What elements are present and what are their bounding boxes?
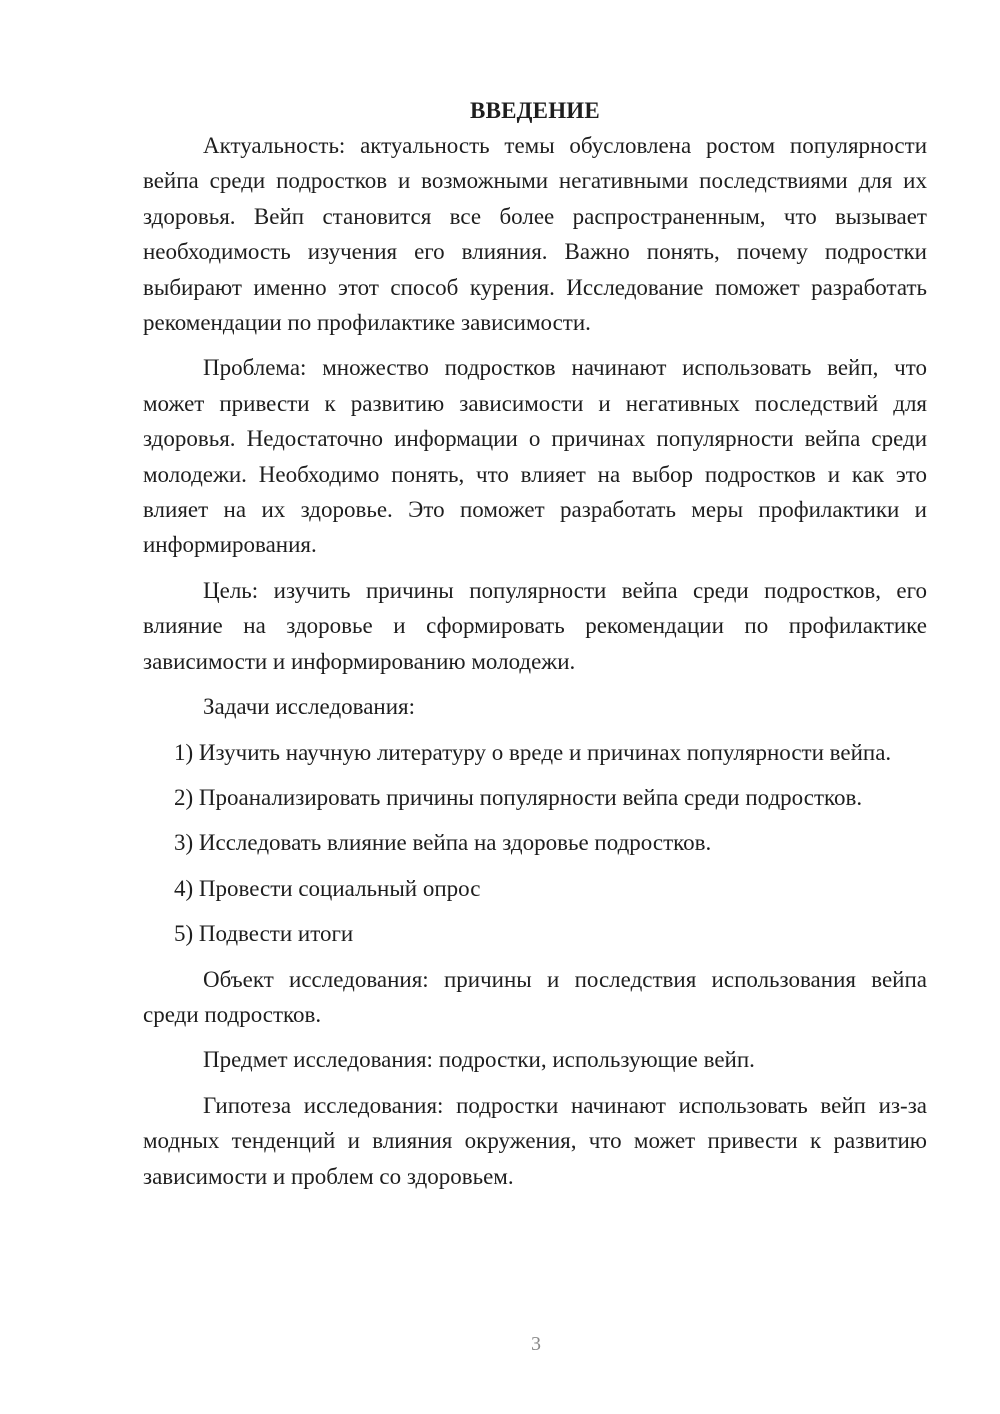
paragraph-goal: Цель: изучить причины популярности вейпа среди подростков, его влияние на здоровье и сформировать рекомендации по профилактике зависимости и информированию молодежи.: [143, 577, 927, 674]
paragraph-subject: Предмет исследования: подростки, использующие вейп.: [203, 1047, 755, 1073]
paragraph-relevance: Актуальность: актуальность темы обусловлена ростом популярности вейпа среди подростков и возможными негативными последствиями для их здоровья. Вейп становится все более распространенным, что вызывает необходимость изучения его влияния. Важно понять, почему подростки выбирают именно этот способ курения. Исследование поможет разработать рекомендации по профилактике зависимости.: [143, 133, 927, 336]
paragraph-problem: Проблема: множество подростков начинают использовать вейп, что может привести к развитию зависимости и негативных последствий для здоровья. Недостаточно информации о причинах популярности вейпа среди молодежи. Необходимо понять, что влияет на выбор подростков и как это влияет на их здоровье. Это поможет разработать меры профилактики и информирования.: [143, 355, 927, 558]
task-item-4: 4) Провести социальный опрос: [174, 875, 481, 901]
task-item-1: 1) Изучить научную литературу о вреде и причинах популярности вейпа.: [174, 739, 892, 765]
page-number: 3: [531, 1333, 541, 1355]
page-content: [143, 93, 927, 1194]
task-item-2: 2) Проанализировать причины популярности вейпа среди подростков.: [174, 784, 863, 810]
tasks-title: Задачи исследования:: [203, 694, 416, 720]
page-title: ВВЕДЕНИЕ: [470, 98, 600, 123]
paragraph-object: Объект исследования: причины и последствия использования вейпа среди подростков.: [143, 966, 927, 1027]
paragraph-hypothesis: Гипотеза исследования: подростки начинают использовать вейп из-за модных тенденций и влияния окружения, что может привести к развитию зависимости и проблем со здоровьем.: [143, 1092, 927, 1189]
task-item-5: 5) Подвести итоги: [174, 921, 354, 947]
task-item-3: 3) Исследовать влияние вейпа на здоровье подростков.: [174, 830, 712, 856]
